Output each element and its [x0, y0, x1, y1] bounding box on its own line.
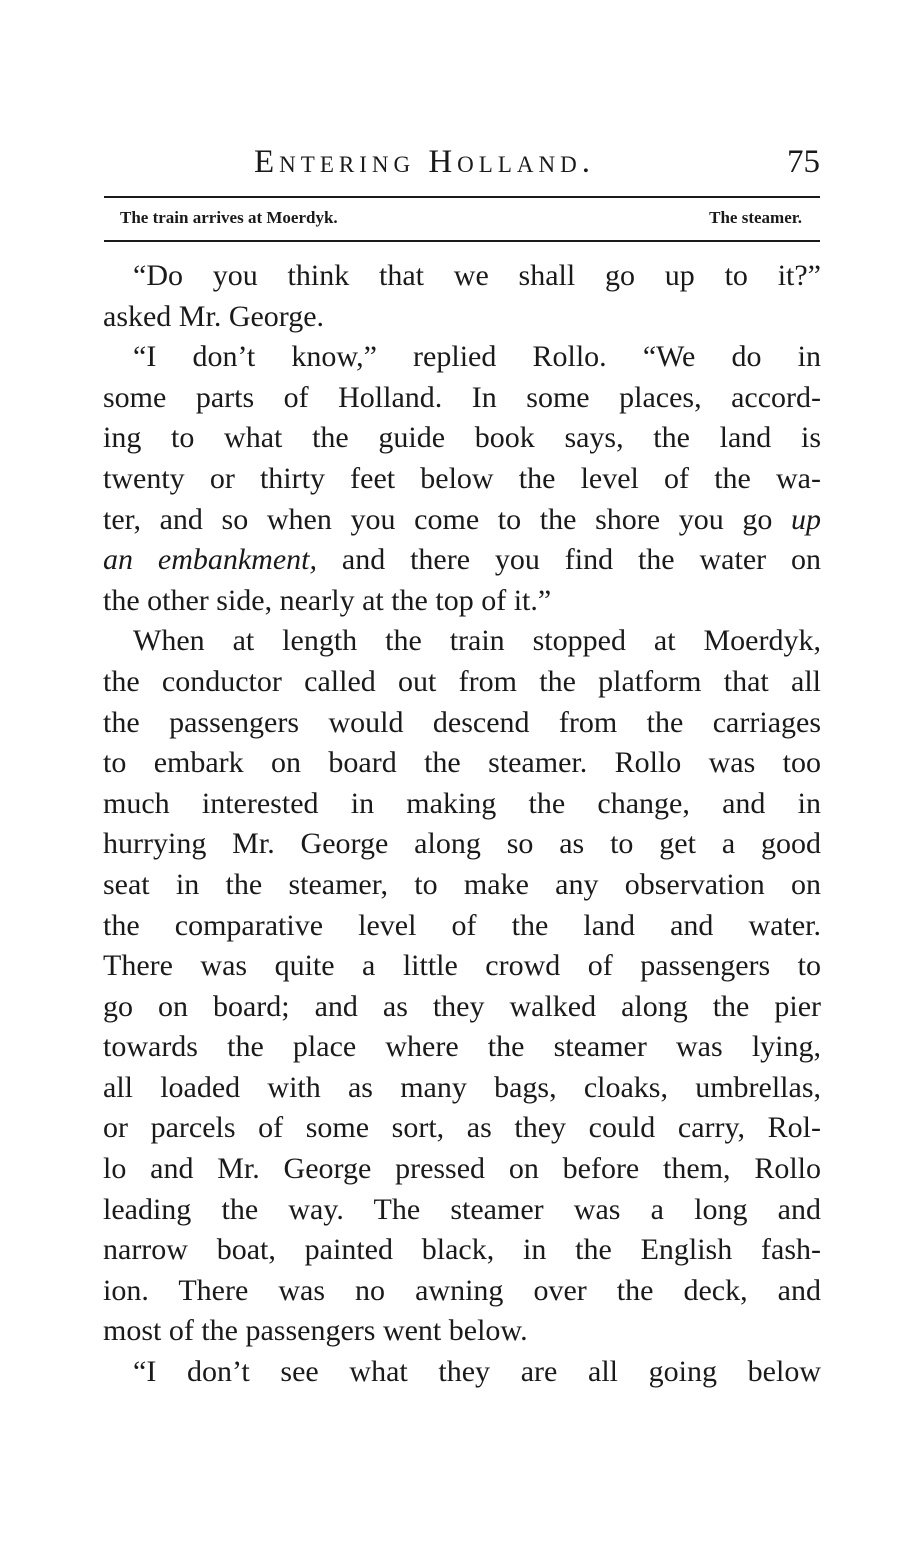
- text-line: go on board; and as they walked along the pier: [103, 989, 821, 1023]
- text-line: the comparative level of the land and water.: [103, 908, 821, 942]
- text-line: hurrying Mr. George along so as to get a good: [103, 827, 821, 861]
- emphasis-text: an embankment,: [103, 543, 317, 577]
- text-line: asked Mr. George.: [103, 299, 325, 333]
- text-line: some parts of Holland. In some places, accord-: [103, 380, 821, 414]
- text-line: the passengers would descend from the carriages: [103, 705, 821, 739]
- text-line: leading the way. The steamer was a long and: [103, 1192, 821, 1226]
- text-line: towards the place where the steamer was lying,: [103, 1030, 821, 1064]
- text-line: [103, 540, 821, 581]
- header-rule-top: [104, 196, 820, 198]
- text-line: When at length the train stopped at Moerdyk,: [133, 624, 821, 658]
- text-line: much interested in making the change, and in: [103, 786, 821, 820]
- subhead-left: The train arrives at Moerdyk.: [120, 208, 338, 227]
- text-line: the other side, nearly at the top of it.”: [103, 583, 552, 617]
- text-line: ion. There was no awning over the deck, and: [103, 1273, 821, 1307]
- running-head: [104, 138, 822, 186]
- text-line: most of the passengers went below.: [103, 1314, 528, 1348]
- text-line: “I don’t know,” replied Rollo. “We do in: [133, 340, 821, 374]
- text-line: ing to what the guide book says, the land is: [103, 421, 821, 455]
- page-number: 75: [787, 144, 820, 180]
- text-line: [103, 500, 821, 541]
- text-segment: ter, and so when you come to the shore you go: [103, 502, 773, 536]
- text-line: all loaded with as many bags, cloaks, umbrellas,: [103, 1070, 821, 1104]
- text-line: the conductor called out from the platform that all: [103, 664, 821, 698]
- text-line: “Do you think that we shall go up to it?”: [133, 259, 821, 292]
- text-line: twenty or thirty feet below the level of the wa-: [103, 461, 821, 495]
- text-line: seat in the steamer, to make any observation on: [103, 867, 821, 901]
- text-segment: and there you find the water on: [341, 543, 821, 577]
- header-rule-bottom: [104, 240, 820, 242]
- text-line: lo and Mr. George pressed on before them, Rollo: [103, 1152, 821, 1186]
- running-title: Entering Holland.: [254, 144, 595, 180]
- text-line: “I don’t see what they are all going below: [133, 1355, 821, 1389]
- text-line: to embark on board the steamer. Rollo was too: [103, 746, 821, 780]
- subhead-right: The steamer.: [709, 208, 802, 227]
- text-line: There was quite a little crowd of passengers to: [103, 949, 821, 983]
- marginal-subhead: [120, 203, 802, 233]
- body-text: [103, 256, 821, 1393]
- text-line: narrow boat, painted black, in the English fash-: [103, 1233, 821, 1267]
- text-line: or parcels of some sort, as they could carry, Rol-: [103, 1111, 821, 1145]
- emphasis-text: up: [791, 502, 822, 536]
